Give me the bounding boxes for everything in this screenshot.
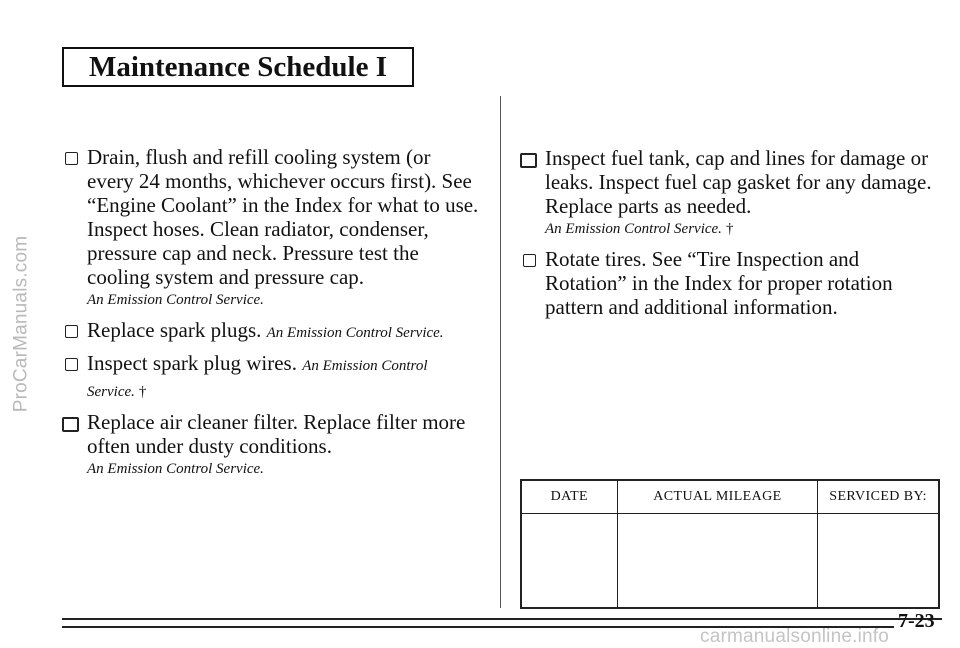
mileage-cell[interactable]	[617, 514, 818, 609]
item-text: Replace spark plugs. An Emission Control Service.	[87, 318, 444, 342]
item-text: Drain, flush and refill cooling system (or every 24 months, whichever occurs first). See “Engine Coolant” in the Index for what to use. Inspect hoses. Clean radiator, condenser, pressure cap and neck. Pressure test the cooling system and pressure cap.	[87, 145, 479, 289]
side-watermark	[6, 0, 36, 647]
checkbox[interactable]	[520, 153, 537, 168]
checkbox[interactable]	[65, 325, 78, 338]
service-log-table	[520, 479, 940, 609]
column-divider	[500, 96, 501, 608]
item-note: An Emission Control Service. †	[545, 221, 734, 237]
item-note: An Emission Control Service.	[266, 325, 444, 341]
bottom-watermark: carmanualsonline.info	[700, 626, 890, 647]
checkbox[interactable]	[65, 358, 78, 371]
item-text: Replace air cleaner filter. Replace filter more often under dusty conditions.	[87, 410, 466, 458]
date-cell[interactable]	[521, 514, 617, 609]
dagger-mark: †	[138, 384, 147, 400]
checklist-item-fuel-tank	[520, 146, 940, 240]
serviced-by-cell[interactable]	[818, 514, 939, 609]
left-column	[62, 145, 482, 487]
checkbox[interactable]	[523, 254, 536, 267]
checkbox[interactable]	[65, 152, 78, 165]
checklist-item-spark-plugs	[62, 318, 482, 344]
column-header-actual-mileage: ACTUAL MILEAGE	[617, 480, 818, 514]
item-note: An Emission Control Service. †	[87, 358, 428, 400]
page-title: Maintenance Schedule I	[62, 47, 414, 87]
checkbox[interactable]	[62, 417, 79, 432]
column-header-serviced-by: SERVICED BY:	[818, 480, 939, 514]
page-number: 7-23	[898, 610, 935, 632]
side-watermark-text: ProCarManuals.com	[10, 235, 32, 412]
item-note: An Emission Control Service.	[87, 292, 264, 308]
table-row	[521, 514, 939, 609]
item-note: An Emission Control Service.	[87, 461, 264, 477]
checklist-item-spark-plug-wires	[62, 351, 482, 403]
checklist-item-cooling-system	[62, 145, 482, 311]
footer-rule	[62, 618, 942, 620]
checklist-item-air-filter	[62, 410, 482, 480]
checklist-item-rotate-tires	[520, 247, 940, 319]
item-text: Rotate tires. See “Tire Inspection and Rotation” in the Index for proper rotation pattern and additional information.	[545, 247, 893, 319]
item-text: Inspect fuel tank, cap and lines for damage or leaks. Inspect fuel cap gasket for any damage. Replace parts as needed.	[545, 146, 932, 218]
right-column	[520, 146, 940, 326]
dagger-mark: †	[725, 221, 734, 237]
column-header-date: DATE	[521, 480, 617, 514]
table-header-row	[521, 480, 939, 514]
item-text: Inspect spark plug wires. An Emission Control Service. †	[87, 351, 428, 400]
